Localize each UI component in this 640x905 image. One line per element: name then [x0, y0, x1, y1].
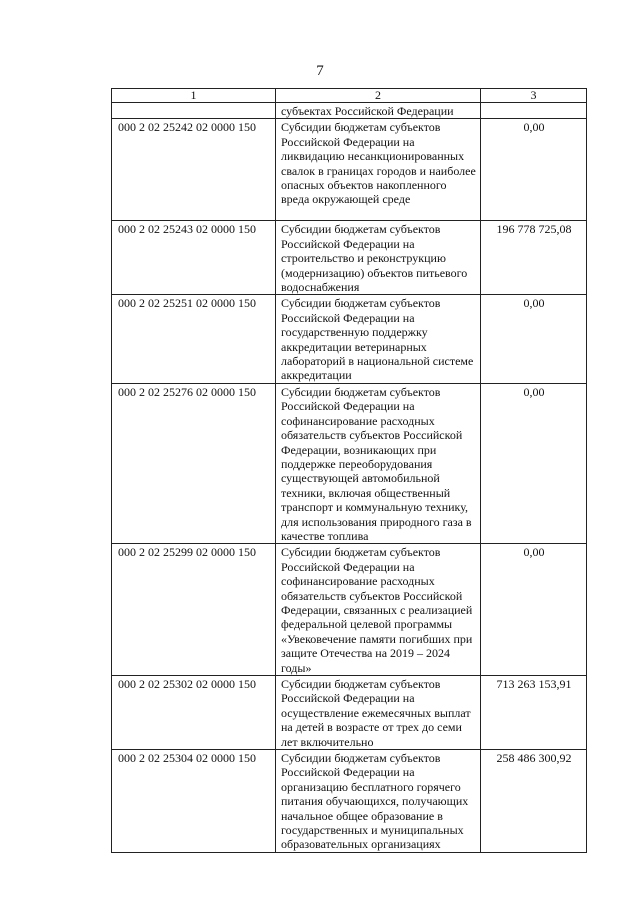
budget-table: [111, 88, 587, 853]
row-amount: 196 778 725,08: [481, 221, 587, 295]
row-code: 000 2 02 25251 02 0000 150: [112, 295, 276, 383]
column-header-2: 2: [276, 89, 481, 103]
row-description: Субсидии бюджетам субъектов Российской Федерации на организацию бесплатного горячего питания обучающихся, получающих начальное общее образование в государственных и муниципальных образовательных организациях: [276, 750, 481, 853]
row-description: Субсидии бюджетам субъектов Российской Федерации на софинансирование расходных обязательств субъектов Российской Федерации, возникающих при поддержке переоборудования существующей автомобильной техники, включая общественный транспорт и коммунальную технику, для использования природного газа в качестве топлива: [276, 383, 481, 543]
table-row: [112, 383, 587, 543]
row-description: Субсидии бюджетам субъектов Российской Федерации на строительство и реконструкцию (модернизацию) объектов питьевого водоснабжения: [276, 221, 481, 295]
column-header-3: 3: [481, 89, 587, 103]
row-code: 000 2 02 25302 02 0000 150: [112, 676, 276, 750]
row-amount: 0,00: [481, 119, 587, 221]
continuation-row: [112, 103, 587, 119]
row-code: 000 2 02 25243 02 0000 150: [112, 221, 276, 295]
column-header-1: 1: [112, 89, 276, 103]
row-amount: 0,00: [481, 544, 587, 676]
continuation-description: субъектах Российской Федерации: [276, 103, 481, 119]
row-amount: 0,00: [481, 383, 587, 543]
row-description: Субсидии бюджетам субъектов Российской Федерации на софинансирование расходных обязательств субъектов Российской Федерации, связанных с реализацией федеральной целевой программы «Увековечение памяти погибших при защите Отечества на 2019 – 2024 годы»: [276, 544, 481, 676]
row-code: 000 2 02 25242 02 0000 150: [112, 119, 276, 221]
row-code: 000 2 02 25299 02 0000 150: [112, 544, 276, 676]
continuation-amount-cell: [481, 103, 587, 119]
row-code: 000 2 02 25304 02 0000 150: [112, 750, 276, 853]
continuation-code-cell: [112, 103, 276, 119]
table-row: [112, 221, 587, 295]
row-amount: 0,00: [481, 295, 587, 383]
row-description: Субсидии бюджетам субъектов Российской Федерации на осуществление ежемесячных выплат на детей в возрасте от трех до семи лет включительно: [276, 676, 481, 750]
page-number: 7: [316, 63, 324, 79]
row-description: Субсидии бюджетам субъектов Российской Федерации на ликвидацию несанкционированных свалок в границах городов и наиболее опасных объектов накопленного вреда окружающей среде: [276, 119, 481, 221]
row-amount: 258 486 300,92: [481, 750, 587, 853]
row-description: Субсидии бюджетам субъектов Российской Федерации на государственную поддержку аккредитации ветеринарных лабораторий в национальной системе аккредитации: [276, 295, 481, 383]
table-header-row: [112, 89, 587, 103]
table-row: [112, 676, 587, 750]
table-row: [112, 750, 587, 853]
table-row: [112, 119, 587, 221]
table-row: [112, 544, 587, 676]
row-code: 000 2 02 25276 02 0000 150: [112, 383, 276, 543]
row-amount: 713 263 153,91: [481, 676, 587, 750]
table-row: [112, 295, 587, 383]
